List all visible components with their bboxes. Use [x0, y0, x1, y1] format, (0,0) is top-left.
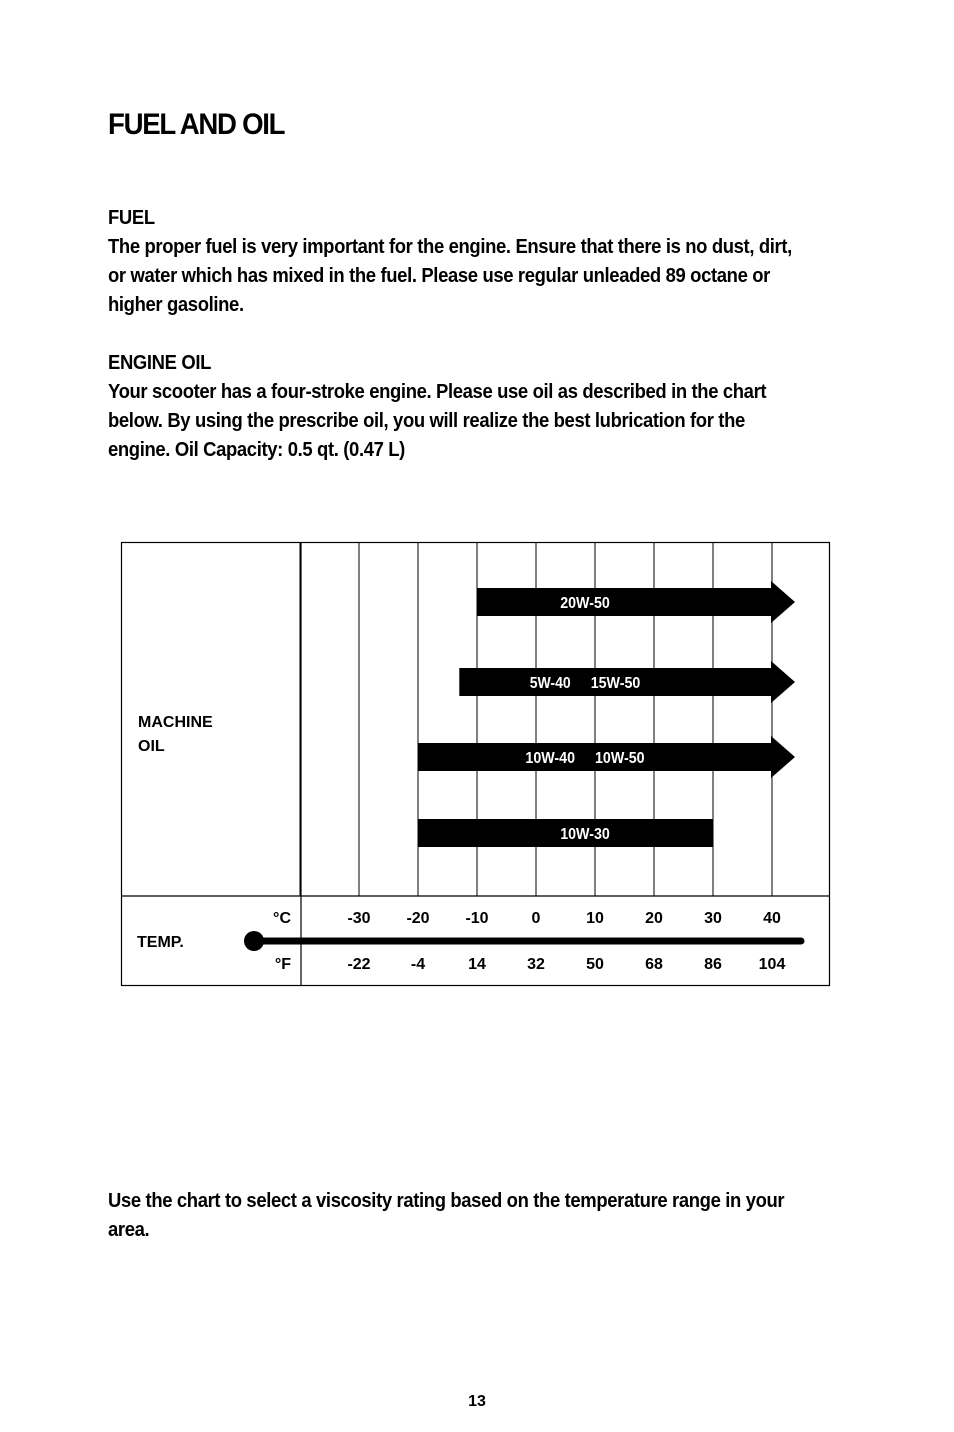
fahrenheit-tick-label: 68 — [645, 956, 663, 973]
celsius-tick-label: 0 — [531, 910, 541, 927]
celsius-unit-label: °C — [273, 910, 291, 927]
fuel-heading: FUEL — [108, 206, 155, 229]
bar-label: 20W-50 — [560, 595, 610, 612]
fahrenheit-tick-label: 104 — [758, 956, 786, 973]
chart-bars — [418, 581, 795, 847]
temp-label: TEMP. — [137, 934, 184, 951]
viscosity-bar-20w-50 — [477, 581, 795, 623]
celsius-tick-label: -10 — [465, 910, 489, 927]
celsius-tick-label: 40 — [763, 910, 781, 927]
celsius-tick-label: -30 — [347, 910, 371, 927]
fahrenheit-unit-label: °F — [274, 956, 291, 973]
engine-oil-body: Your scooter has a four-stroke engine. Please use oil as described in the chart below. By using the prescribe oil, you will realize the best lubrication for the engine. Oil Capacity: 0.5 qt. (0.47 L) — [108, 380, 767, 461]
celsius-tick-label: 10 — [586, 910, 604, 927]
celsius-tick-label: 20 — [645, 910, 663, 927]
celsius-tick-label: 30 — [704, 910, 722, 927]
engine-oil-heading: ENGINE OIL — [108, 351, 212, 374]
page-title: FUEL AND OIL — [108, 108, 285, 141]
fahrenheit-tick-label: -22 — [347, 956, 371, 973]
temperature-scale — [244, 910, 801, 973]
bar-label: 15W-50 — [590, 675, 641, 692]
fahrenheit-tick-label: 50 — [586, 956, 604, 973]
fahrenheit-tick-label: 32 — [527, 956, 545, 973]
chart-instruction-note — [108, 1186, 792, 1244]
fahrenheit-tick-label: 14 — [468, 956, 486, 973]
machine-oil-label: OIL — [138, 738, 165, 755]
thermometer-bulb — [244, 931, 264, 951]
bar-label: 10W-50 — [595, 750, 645, 767]
chart-labels — [137, 595, 645, 951]
fuel-body: The proper fuel is very important for the engine. Ensure that there is no dust, dirt, or water which has mixed in the fuel. Please use regular unleaded 89 octane or higher gasoline. — [108, 235, 792, 316]
chart-instruction-text: Use the chart to select a viscosity rating based on the temperature range in your area. — [108, 1189, 785, 1241]
fahrenheit-tick-label: 86 — [704, 956, 722, 973]
machine-oil-label: MACHINE — [138, 714, 213, 731]
fahrenheit-tick-label: -4 — [410, 956, 426, 973]
celsius-tick-label: -20 — [406, 910, 430, 927]
bar-label: 10W-30 — [560, 826, 610, 843]
bar-label: 10W-40 — [525, 750, 576, 767]
bar-label: 5W-40 — [529, 675, 571, 692]
page-number: 13 — [468, 1393, 486, 1410]
